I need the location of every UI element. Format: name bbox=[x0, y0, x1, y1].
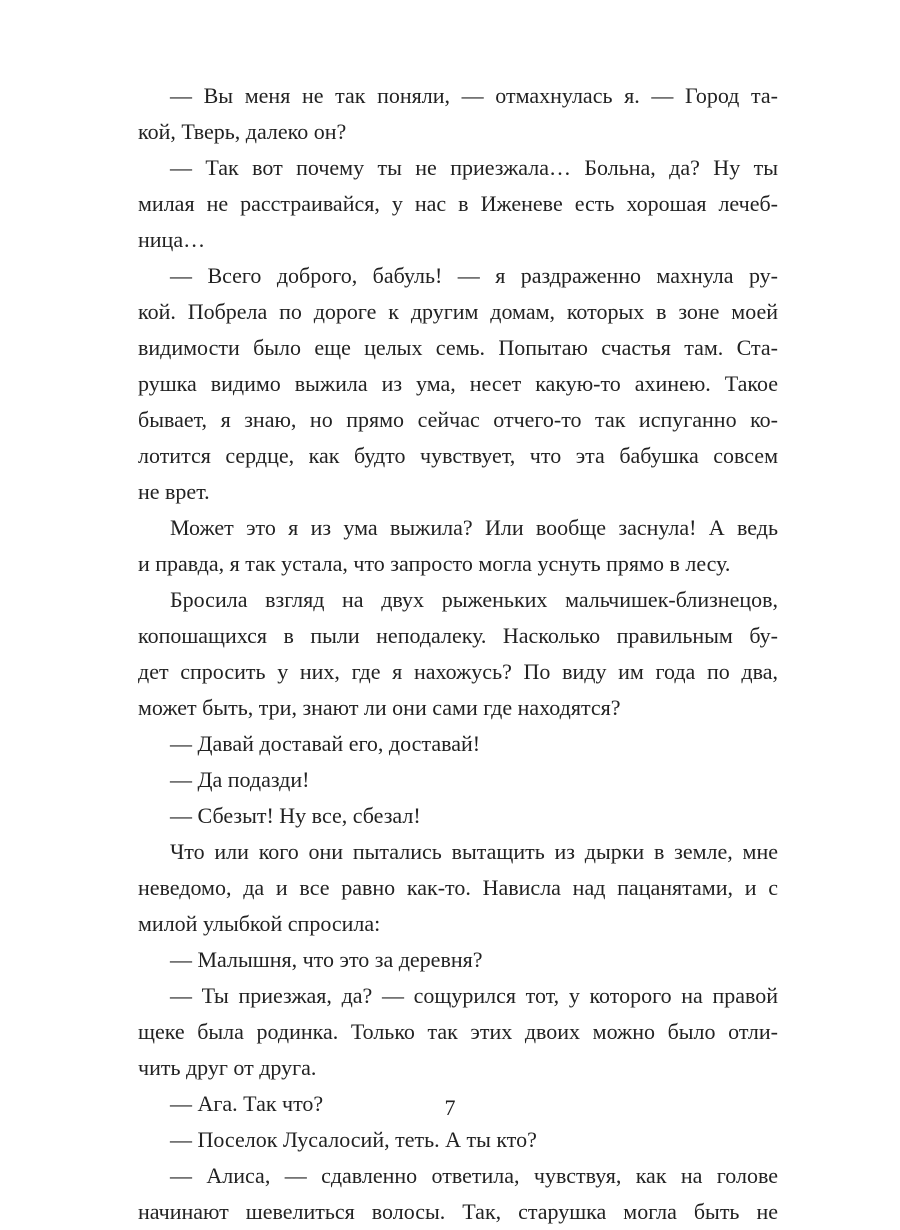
text-line: — Да подазди! bbox=[170, 767, 310, 792]
text-line: — Ага. Так что? bbox=[170, 1091, 324, 1116]
text-line: видимости было еще целых семь. Попытаю счастья там. Ста- bbox=[138, 335, 778, 360]
text-line: лотится сердце, как будто чувствует, что эта бабушка совсем bbox=[138, 443, 778, 468]
text-line: кой, Тверь, далеко он? bbox=[138, 119, 347, 144]
text-line: — Сбезыт! Ну все, сбезал! bbox=[170, 803, 421, 828]
text-line: бывает, я знаю, но прямо сейчас отчего-то так испуганно ко- bbox=[138, 407, 778, 432]
text-line: — Малышня, что это за деревня? bbox=[170, 947, 483, 972]
text-line: и правда, я так устала, что запросто могла уснуть прямо в лесу. bbox=[138, 551, 731, 576]
text-line: ница… bbox=[138, 227, 206, 252]
text-line: милой улыбкой спросила: bbox=[138, 911, 381, 936]
text-line: — Так вот почему ты не приезжала… Больна, да? Ну ты bbox=[170, 155, 778, 180]
text-line: Бросила взгляд на двух рыженьких мальчишек-близнецов, bbox=[170, 587, 778, 612]
text-line: — Давай доставай его, доставай! bbox=[170, 731, 481, 756]
text-line: может быть, три, знают ли они сами где находятся? bbox=[138, 695, 621, 720]
text-line: — Поселок Лусалосий, теть. А ты кто? bbox=[170, 1127, 537, 1152]
text-line: — Ты приезжая, да? — сощурился тот, у которого на правой bbox=[170, 983, 778, 1008]
page-number: 7 bbox=[444, 1095, 456, 1120]
text-line: дет спросить у них, где я нахожусь? По виду им года по два, bbox=[138, 659, 778, 684]
text-line: милая не расстраивайся, у нас в Иженеве есть хорошая лечеб- bbox=[138, 191, 778, 216]
text-line: рушка видимо выжила из ума, несет какую-то ахинею. Такое bbox=[138, 371, 778, 396]
text-line: — Алиса, — сдавленно ответила, чувствуя, как на голове bbox=[170, 1163, 778, 1188]
text-line: кой. Побрела по дороге к другим домам, которых в зоне моей bbox=[138, 299, 778, 324]
body-text bbox=[138, 78, 778, 1230]
text-line: Что или кого они пытались вытащить из дырки в земле, мне bbox=[170, 839, 778, 864]
text-line: не врет. bbox=[138, 479, 210, 504]
text-line: — Всего доброго, бабуль! — я раздраженно махнула ру- bbox=[170, 263, 778, 288]
text-line: копошащихся в пыли неподалеку. Насколько правильным бу- bbox=[138, 623, 778, 648]
text-line: Может это я из ума выжила? Или вообще заснула! А ведь bbox=[170, 515, 778, 540]
text-line: неведомо, да и все равно как-то. Нависла над пацанятами, и с bbox=[138, 875, 778, 900]
text-line: начинают шевелиться волосы. Так, старушка могла быть не bbox=[138, 1199, 778, 1224]
text-line: — Вы меня не так поняли, — отмахнулась я. — Город та- bbox=[170, 83, 778, 108]
text-line: щеке была родинка. Только так этих двоих можно было отли- bbox=[138, 1019, 778, 1044]
text-line: чить друг от друга. bbox=[138, 1055, 317, 1080]
